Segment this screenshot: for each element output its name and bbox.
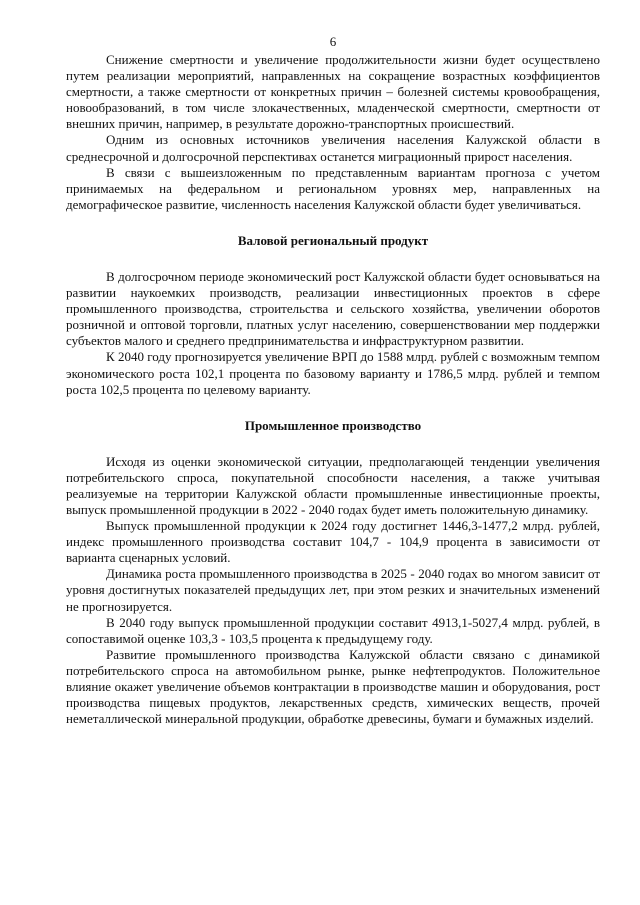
industry-section [66,454,600,728]
paragraph: В долгосрочном периоде экономический рост Калужской области будет основываться на развитии наукоемких производств, реализации инвестиционных проектов в сфере промышленного производства, строительства и сельского хозяйства, увеличении оборотов розничной и оптовой торговли, платных услуг населению, совершенствовании мер поддержки субъектов малого и среднего предпринимательства и инфраструктурном развитии. [66,268,600,349]
paragraph: Исходя из оценки экономической ситуации, предполагающей тенденции увеличения потребительского спроса, покупательной способности населения, а также учитывая реализуемые на территории Калужской области промышленные инвестиционные проекты, выпуск промышленной продукции в 2022 - 2040 годах будет иметь положительную динамику. [66,453,600,517]
paragraph: В 2040 году выпуск промышленной продукции составит 4913,1-5027,4 млрд. рублей, в сопоставимой оценке 103,3 - 103,5 процента к предыдущему году. [66,614,600,646]
paragraph: К 2040 году прогнозируется увеличение ВРП до 1588 млрд. рублей с возможным темпом экономического роста 102,1 процента по базовому варианту и 1786,5 млрд. рублей и темпом роста 102,5 процента по целевому варианту. [66,349,600,397]
section-heading-industry: Промышленное производство [244,417,422,433]
page-number: 6 [329,34,337,49]
paragraph: Выпуск промышленной продукции к 2024 году достигнет 1446,3-1477,2 млрд. рублей, индекс промышленного производства составит 104,7 - 104,9 процента в зависимости от варианта сценарных условий. [66,518,600,566]
paragraph: Развитие промышленного производства Калужской области связано с динамикой потребительского спроса на автомобильном рынке, рынке нефтепродуктов. Положительное влияние окажет увеличение объемов контрактации в производстве машин и оборудования, рост производства пищевых продуктов, лекарственных средств, химических веществ, прочей неметаллической минеральной продукции, обработке древесины, бумаги и бумажных изделий. [66,646,600,727]
grp-section [66,269,600,398]
paragraph: Динамика роста промышленного производства в 2025 - 2040 годах во многом зависит от уровня достигнутых показателей предыдущих лет, при этом резких и значительных изменений не прогнозируется. [66,566,600,614]
paragraph: Снижение смертности и увеличение продолжительности жизни будет осуществлено путем реализации мероприятий, направленных на сокращение возрастных коэффициентов смертности, а также смертности от конкретных причин – болезней системы кровообращения, новообразований, в том числе злокачественных, младенческой смертности, смертности от внешних причин, например, в результате дорожно-транспортных происшествий. [66,52,600,132]
section-heading-grp: Валовой региональный продукт [237,232,429,248]
demography-section [66,52,600,213]
paragraph: Одним из основных источников увеличения населения Калужской области в среднесрочной и долгосрочной перспективах останется миграционный прирост населения. [66,132,600,164]
paragraph: В связи с вышеизложенным по представленным вариантам прогноза с учетом принимаемых на федеральном и региональном уровнях мер, направленных на демографическое развитие, численность населения Калужской области будет увеличиваться. [66,164,600,212]
document-body [66,52,600,727]
